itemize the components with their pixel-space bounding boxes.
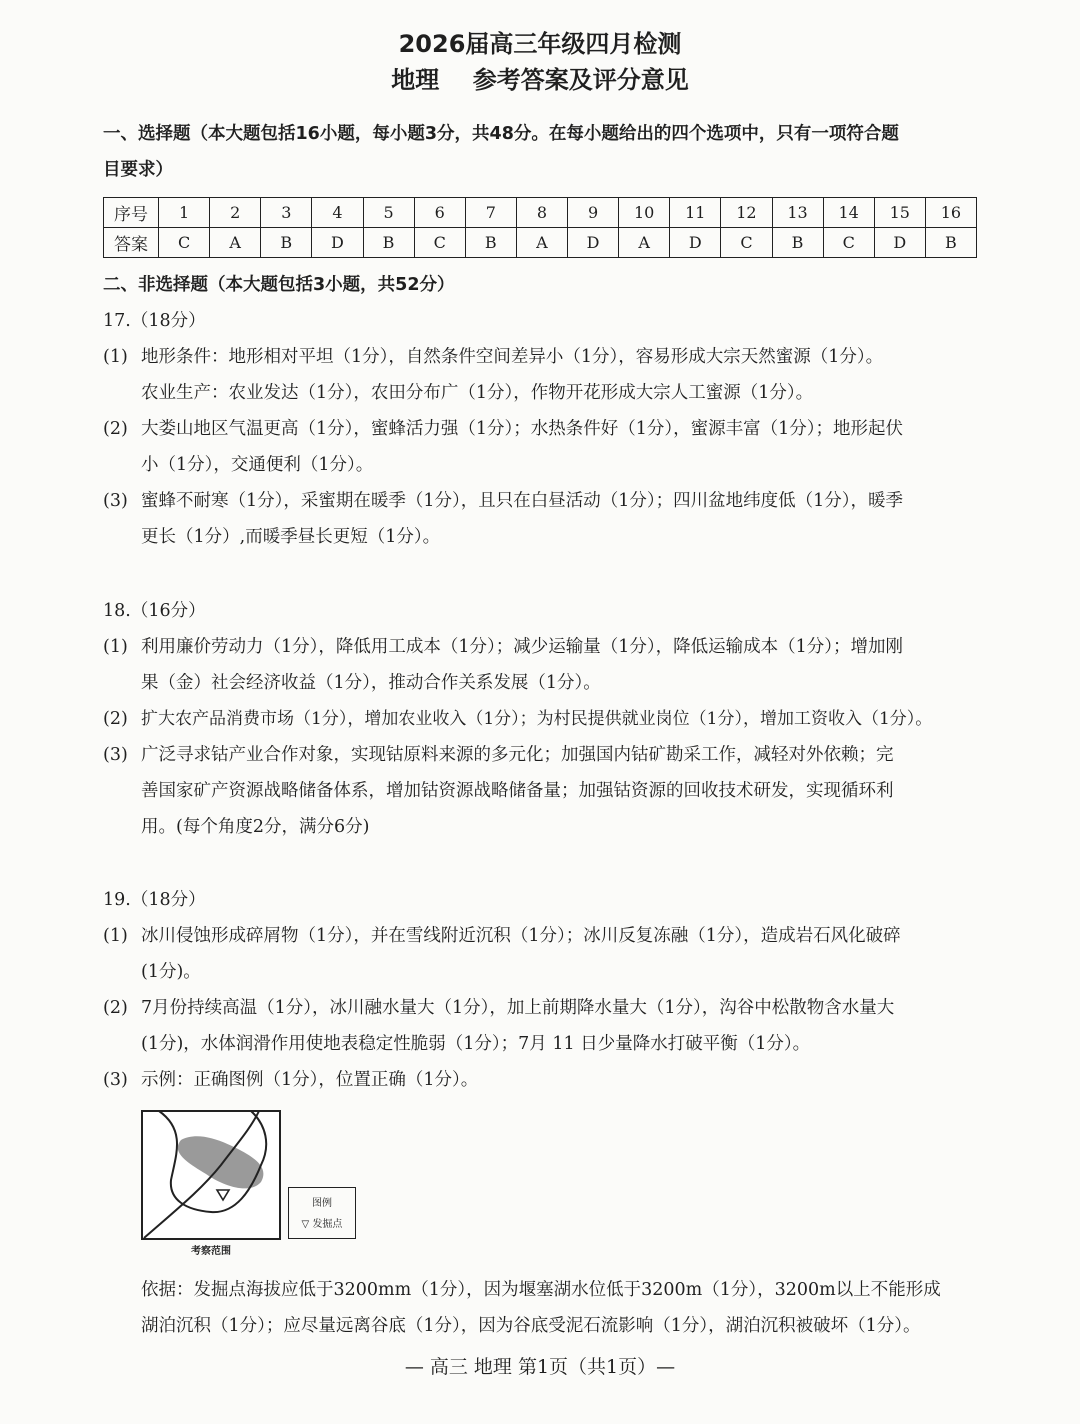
q18-answer-block — [103, 629, 978, 845]
q19-part3 — [103, 1062, 978, 1098]
answer-cell: A — [210, 228, 261, 258]
q19-basis — [103, 1272, 978, 1344]
question-number: 15 — [874, 198, 925, 228]
answer-cell: D — [874, 228, 925, 258]
q19-part1 — [103, 918, 978, 954]
answer-text: 地形条件：地形相对平坦（1分），自然条件空间差异小（1分），容易形成大宗天然蜜源（1分）。 — [141, 347, 884, 367]
exam-subtitle: 地理 参考答案及评分意见 — [391, 66, 689, 94]
answer-text: 善国家矿产资源战略储备体系，增加钴资源战略储备量；加强钴资源的回收技术研发，实现循环利 — [141, 781, 894, 801]
answer-cell: B — [465, 228, 516, 258]
answer-cell: D — [670, 228, 721, 258]
answer-cell: D — [568, 228, 619, 258]
answer-text: 小（1分），交通便利（1分）。 — [141, 455, 374, 475]
q19-title: 19.（18分） — [103, 890, 206, 910]
answer-text: (1分)。 — [141, 962, 201, 982]
map-sketch — [141, 1110, 283, 1242]
q17-part1 — [103, 339, 978, 375]
part-number: (1) — [103, 637, 128, 657]
answer-table-answer-row — [104, 228, 977, 258]
question-number: 1 — [159, 198, 210, 228]
part-number: (3) — [103, 745, 128, 765]
answer-cell: C — [159, 228, 210, 258]
answer-text: 农业生产：农业发达（1分），农田分布广（1分），作物开花形成大宗人工蜜源（1分）。 — [141, 383, 814, 403]
question-number: 16 — [925, 198, 976, 228]
answer-text: 利用廉价劳动力（1分），降低用工成本（1分）；减少运输量（1分），降低运输成本（1分）；增加刚 — [141, 637, 904, 657]
q19-part2 — [103, 990, 978, 1026]
legend-item-label: 发掘点 — [312, 1219, 343, 1230]
question-number: 14 — [823, 198, 874, 228]
map-legend — [288, 1187, 356, 1239]
section1-heading — [103, 116, 983, 188]
answer-text: 湖泊沉积（1分）；应尽量远离谷底（1分），因为谷底受泥石流影响（1分），湖泊沉积被破坏（1分）。 — [141, 1316, 921, 1336]
question-number: 8 — [516, 198, 567, 228]
q17-part2 — [103, 411, 978, 447]
page-footer: — 高三 地理 第1页（共1页）— — [404, 1356, 676, 1378]
answer-cell: B — [363, 228, 414, 258]
answer-cell: C — [414, 228, 465, 258]
answer-text: 7月份持续高温（1分），冰川融水量大（1分），加上前期降水量大（1分），沟谷中松散物含水量大 — [141, 998, 895, 1018]
q17-title: 17.（18分） — [103, 311, 206, 331]
answer-cell: C — [721, 228, 772, 258]
answer-cell: B — [772, 228, 823, 258]
question-number: 4 — [312, 198, 363, 228]
answer-text: 依据：发掘点海拔应低于3200mm（1分），因为堰塞湖水位低于3200m（1分），3200m以上不能形成 — [141, 1280, 941, 1300]
part-number: (1) — [103, 347, 128, 367]
question-number: 12 — [721, 198, 772, 228]
map-caption: 考察范围 — [191, 1246, 231, 1257]
legend-item — [289, 1215, 355, 1230]
dig-site-legend-icon: ▽ — [301, 1219, 310, 1230]
part-number: (2) — [103, 998, 128, 1018]
q17-answer-block — [103, 339, 978, 555]
answer-text: 果（金）社会经济收益（1分），推动合作关系发展（1分）。 — [141, 673, 601, 693]
question-number: 11 — [670, 198, 721, 228]
section2-heading: 二、非选择题（本大题包括3小题，共52分） — [103, 275, 455, 295]
answer-cell: D — [312, 228, 363, 258]
section1-heading-line1: 一、选择题（本大题包括16小题，每小题3分，共48分。在每小题给出的四个选项中，只有一项符合题 — [103, 124, 899, 144]
q18-title: 18.（16分） — [103, 601, 206, 621]
question-number: 5 — [363, 198, 414, 228]
answer-cell: B — [925, 228, 976, 258]
part-number: (3) — [103, 491, 128, 511]
row-label-answers: 答案 — [104, 228, 159, 258]
question-number: 3 — [261, 198, 312, 228]
question-number: 7 — [465, 198, 516, 228]
exam-title: 2026届高三年级四月检测 — [398, 30, 682, 58]
q18-part2 — [103, 701, 978, 737]
legend-title: 图例 — [312, 1198, 332, 1209]
answer-table-number-row — [104, 198, 977, 228]
answer-text: 大娄山地区气温更高（1分），蜜蜂活力强（1分）；水热条件好（1分），蜜源丰富（1分）；地形起伏 — [141, 419, 904, 439]
q19-answer-block — [103, 918, 978, 1098]
answer-text: 蜜蜂不耐寒（1分），采蜜期在暖季（1分），且只在白昼活动（1分）；四川盆地纬度低（1分），暖季 — [141, 491, 904, 511]
question-number: 2 — [210, 198, 261, 228]
question-number: 6 — [414, 198, 465, 228]
question-number: 9 — [568, 198, 619, 228]
answer-text: 用。(每个角度2分，满分6分) — [141, 817, 370, 837]
part-number: (1) — [103, 926, 128, 946]
answer-table — [103, 197, 977, 258]
question-number: 10 — [619, 198, 670, 228]
part-number: (2) — [103, 709, 128, 729]
section1-heading-line2: 目要求） — [103, 160, 173, 180]
answer-text: 冰川侵蚀形成碎屑物（1分），并在雪线附近沉积（1分）；冰川反复冻融（1分），造成岩石风化破碎 — [141, 926, 901, 946]
answer-cell: C — [823, 228, 874, 258]
answer-cell: A — [516, 228, 567, 258]
row-label-numbers: 序号 — [104, 198, 159, 228]
q18-part3 — [103, 737, 978, 773]
q18-part1 — [103, 629, 978, 665]
answer-text: 示例：正确图例（1分），位置正确（1分）。 — [141, 1070, 479, 1090]
answer-text: (1分)，水体润滑作用使地表稳定性脆弱（1分）；7月 11 日少量降水打破平衡（1分）。 — [141, 1034, 811, 1054]
part-number: (3) — [103, 1070, 128, 1090]
answer-cell: B — [261, 228, 312, 258]
question-number: 13 — [772, 198, 823, 228]
answer-cell: A — [619, 228, 670, 258]
q17-part3 — [103, 483, 978, 519]
part-number: (2) — [103, 419, 128, 439]
answer-text: 广泛寻求钴产业合作对象，实现钴原料来源的多元化；加强国内钴矿勘采工作，减轻对外依赖；完 — [141, 745, 894, 765]
answer-text: 更长（1分）,而暖季昼长更短（1分）。 — [141, 527, 441, 547]
answer-text: 扩大农产品消费市场（1分），增加农业收入（1分）；为村民提供就业岗位（1分），增加工资收入（1分）。 — [141, 709, 933, 729]
